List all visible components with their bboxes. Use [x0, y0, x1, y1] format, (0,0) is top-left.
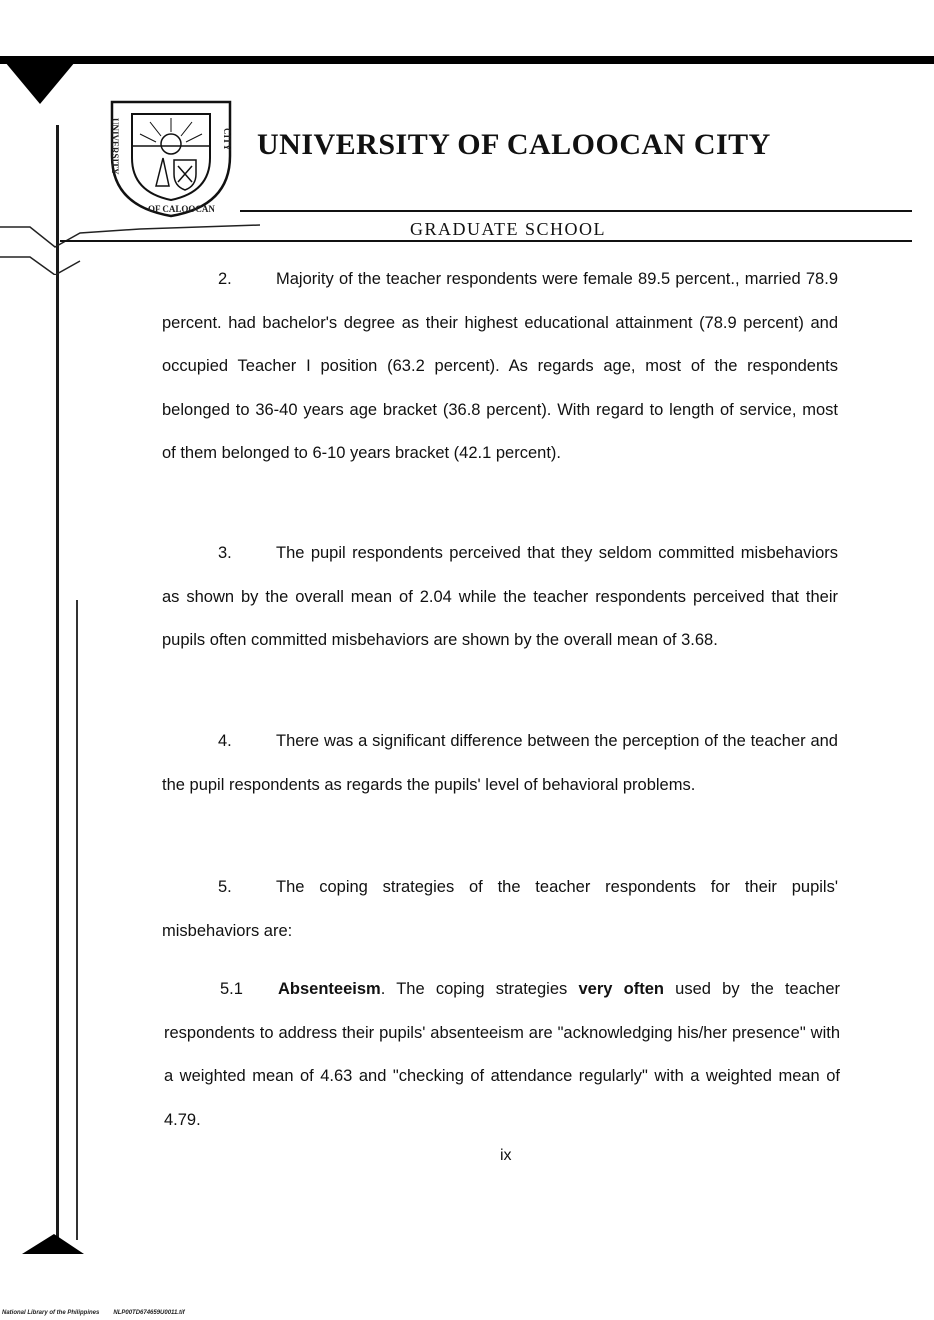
binding-margin-line-inner — [76, 600, 78, 1240]
paragraph-2 — [162, 258, 838, 476]
paragraph-text: The pupil respondents perceived that they seldom committed misbehaviors as shown by the overall mean of 2.04 while the teacher respondents perceived that their pupils often committed misbehaviors are shown by the overall mean of 3.68. — [162, 544, 838, 649]
corner-arrow-icon — [0, 56, 80, 106]
seal-right-text: CITY — [222, 128, 232, 151]
paragraph-number: 5. — [218, 878, 232, 896]
bottom-arrow-icon — [22, 1234, 86, 1258]
page-number: ix — [500, 1147, 512, 1164]
university-name: UNIVERSITY OF CALOOCAN CITY — [257, 128, 771, 161]
scan-footer — [2, 1310, 185, 1316]
paragraph-title: Absenteeism — [278, 980, 381, 998]
paragraph-text-b: used by the teacher respondents to address their pupils' absenteeism are "acknowledging his/her presence" with a weighted mean of 4.63 and "checking of attendance regularly" with a weighted mean of 4.79. — [164, 980, 841, 1129]
paragraph-text: There was a significant difference between the perception of the teacher and the pupil respondents as regards the pupils' level of behavioral problems. — [162, 732, 838, 794]
department-name: GRADUATE SCHOOL — [410, 219, 607, 239]
paragraph-emphasis: very often — [578, 980, 664, 998]
paragraph-3 — [162, 532, 838, 663]
paragraph-text: Majority of the teacher respondents were female 89.5 percent., married 78.9 percent. had bachelor's degree as their highest educational attainment (78.9 percent) and occupied Teacher I position (63.2 percent). As regards age, most of the respondents belonged to 36-40 years age bracket (36.8 percent). With regard to length of service, most of them belonged to 6-10 years bracket (42.1 percent). — [162, 270, 838, 462]
paragraph-text: The coping strategies of the teacher respondents for their pupils' misbehaviors are: — [162, 878, 838, 940]
top-border-bar — [0, 56, 934, 64]
footer-code: NLP00TD674659U0011.tif — [113, 1310, 185, 1316]
paragraph-number: 2. — [218, 270, 232, 288]
footer-library: National Library of the Philippines — [2, 1310, 100, 1316]
binding-margin-line — [56, 125, 59, 1245]
seal-bottom-text: OF CALOOCAN — [148, 204, 215, 214]
paragraph-5-1 — [164, 968, 840, 1142]
header-rule-top — [240, 210, 912, 212]
paragraph-text-a: . The coping strategies — [380, 980, 579, 998]
paragraph-5 — [162, 866, 838, 953]
university-seal-icon — [106, 96, 236, 220]
seal-left-text: UNIVERSITY — [110, 118, 120, 175]
header-rule-bottom — [60, 240, 912, 242]
paragraph-number: 3. — [218, 544, 232, 562]
paragraph-4 — [162, 720, 838, 807]
paragraph-number: 4. — [218, 732, 232, 750]
paragraph-number: 5.1 — [220, 980, 243, 998]
